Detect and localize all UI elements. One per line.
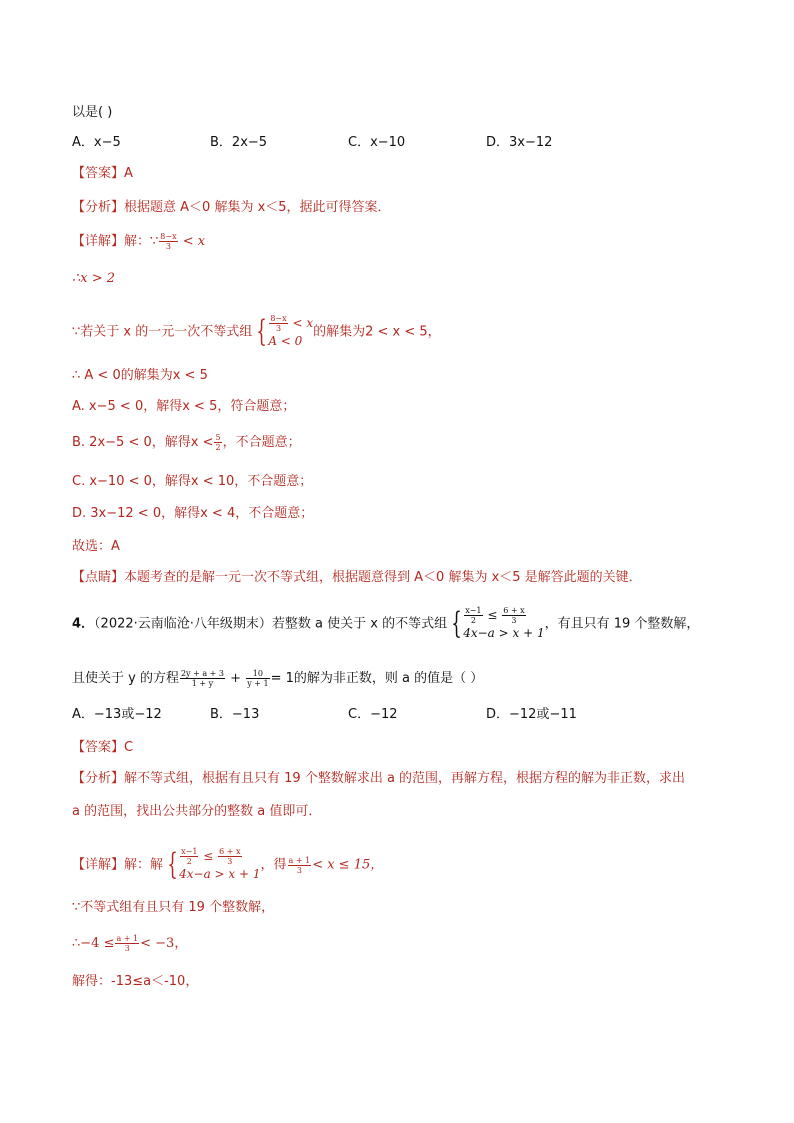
analysis-tag: 【分析】 (72, 771, 125, 786)
comment-text: 本题考查的是解一元一次不等式组，根据题意得到 A＜0 解集为 x＜5 是解答此题的关键． (124, 570, 642, 585)
q3-check-a: A. x−5 < 0，解得x < 5，符合题意； (72, 399, 296, 414)
q4-detail: 【详解】解：解 { $\frac{x-1}{2}$ ≤ $\frac{6 + x}{3}$ 4x−a > x + 1 ，得 $\frac{a + 1}{3}$ < x ≤ 15， (72, 847, 384, 882)
inequality-rel: < x (178, 234, 206, 249)
q4-equation-line: 且使关于 y 的方程 $\frac{2y + a + 3}{1 + y}$ + $\frac{10}{y + 1}$ = 1的解为非正数，则 a 的值是（ ） (72, 669, 484, 688)
q3-detail (72, 232, 205, 251)
q4-therefore: ∴−4 ≤ $\frac{a + 1}{3}$ < −3， (72, 934, 188, 953)
answer-tag: 【答案】 (72, 166, 125, 181)
fraction: $\frac{8-x}{3}$ (270, 314, 287, 333)
question-source: （2022·云南临沧·八年级期末） (94, 616, 272, 632)
q3-option-c: C．x−10 (348, 135, 406, 150)
answer-value: A (124, 166, 133, 181)
system-suffix: 的解集为2 < x < 5， (313, 324, 441, 340)
q4-option-a: A．−13或−12 (72, 707, 162, 722)
q4-stem: 4．（2022·云南临沧·八年级期末）若整数 a 使关于 x 的不等式组 { $\frac{x-1}{2}$ ≤ $\frac{6 + x}{3}$ 4x−a > x + 1 ，有且只有 19 个整数解， (72, 606, 700, 641)
q3-options (72, 134, 624, 152)
q3-step-therefore: ∴x > 2 (72, 271, 116, 286)
system-row-2: A < 0 (268, 334, 303, 348)
q3-conclusion: ∴ A < 0的解集为x < 5 (72, 368, 208, 383)
q3-choose: 故选：A (72, 539, 120, 554)
q3-check-d: D. 3x−12 < 0，解得x < 4，不合题意； (72, 506, 314, 521)
q4-option-b: B．−13 (210, 707, 260, 722)
q3-analysis (72, 199, 391, 217)
fraction: $\frac{8-x}{3}$ (160, 232, 177, 251)
q4-option-c: C．−12 (348, 707, 398, 722)
system-prefix: ∵若关于 x 的一元一次不等式组 (72, 324, 253, 340)
q3-system-line (72, 314, 441, 350)
inequality-system: { $\frac{8-x}{3}$ < x A < 0 (256, 314, 314, 349)
inequality-system: { $\frac{x-1}{2}$ ≤ $\frac{6 + x}{3}$ 4x−a > x + 1 (451, 606, 545, 641)
q4-answer: 【答案】C (72, 740, 134, 755)
q3-check-c: C. x−10 < 0，解得x < 10，不合题意； (72, 474, 313, 489)
analysis-text: 根据题意 A＜0 解集为 x＜5，据此可得答案． (124, 200, 391, 215)
detail-intro: 解：∵ (124, 234, 159, 249)
q3-option-a: A．x−5 (72, 135, 121, 150)
q3-stem-tail: 以是( ) (72, 105, 113, 120)
q3-answer (72, 165, 133, 183)
q3-option-b: B．2x−5 (210, 135, 268, 150)
fraction: $\frac{5}{2}$ (215, 433, 221, 452)
q4-solve: 解得：-13≤a＜-10， (72, 974, 199, 989)
q4-analysis-1: 【分析】解不等式组，根据有且只有 19 个整数解求出 a 的范围，再解方程，根据方程的解为非正数，求出 (72, 771, 686, 786)
inequality-system: { $\frac{x-1}{2}$ ≤ $\frac{6 + x}{3}$ 4x−a > x + 1 (167, 847, 261, 882)
q4-analysis-2: a 的范围，找出公共部分的整数 a 值即可． (72, 804, 322, 819)
question-number: 4． (72, 616, 95, 632)
analysis-tag: 【分析】 (72, 200, 125, 215)
q4-option-d: D．−12或−11 (486, 707, 577, 722)
q3-option-d: D．3x−12 (486, 135, 553, 150)
q3-check-b: B. 2x−5 < 0，解得x < $\frac{5}{2}$ ，不合题意； (72, 433, 301, 452)
detail-tag: 【详解】 (72, 234, 125, 249)
q3-comment (72, 569, 642, 587)
q4-options (72, 706, 624, 724)
comment-tag: 【点睛】 (72, 570, 125, 585)
q4-because: ∵不等式组有且只有 19 个整数解， (72, 900, 275, 915)
